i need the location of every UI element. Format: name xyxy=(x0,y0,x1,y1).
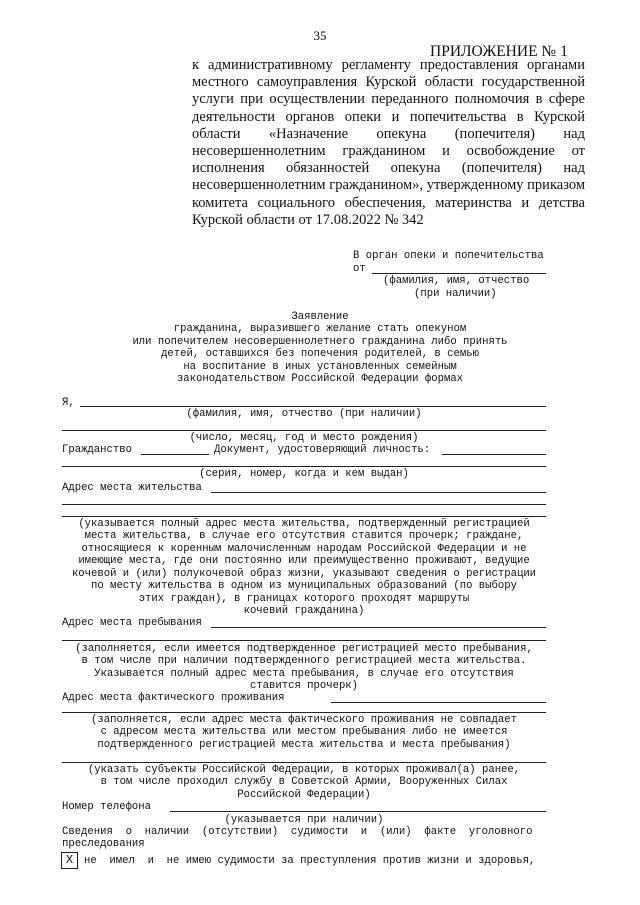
phone-field[interactable] xyxy=(170,811,546,812)
addressee-hint-1: (фамилия, имя, отчество xyxy=(383,275,530,287)
addressee-line: В орган опеки и попечительства xyxy=(353,250,544,262)
actual-field[interactable] xyxy=(331,702,546,703)
residence-hint-3: относящиеся к коренным малочисленным народам Российской Федерации и не xyxy=(81,543,527,555)
addressee-from-field[interactable] xyxy=(372,273,546,274)
i-label: Я, xyxy=(62,397,75,409)
document-label: Документ, удостоверяющий личность: xyxy=(214,444,431,456)
document-field[interactable] xyxy=(442,454,546,455)
no-conviction-text: не имел и не имею судимости за преступления против жизни и здоровья, xyxy=(84,855,536,867)
stay-hint-1: (заполняется, если имеется подтвержденное регистрацией место пребывания, xyxy=(75,643,533,655)
birth-field[interactable] xyxy=(62,430,546,431)
stay-hint-4: ставится прочерк) xyxy=(249,680,359,692)
subjects-hint-2: в том числе проходил службу в Советской Армии, Вооруженных Силах xyxy=(100,776,508,788)
residence-field-2[interactable] xyxy=(62,504,546,505)
no-conviction-checkbox[interactable]: X xyxy=(61,852,78,869)
phone-hint: (указывается при наличии) xyxy=(224,814,384,826)
residence-hint-8: кочевий гражданина) xyxy=(243,605,365,617)
fio-hint: (фамилия, имя, отчество (при наличии) xyxy=(186,408,422,420)
heading-line-4: на воспитание в иных установленных семейным xyxy=(183,361,457,373)
residence-hint-7: этих граждан), в границах которого проходят маршруты xyxy=(138,593,470,605)
citizenship-label: Гражданство xyxy=(62,444,132,456)
subjects-field[interactable] xyxy=(62,762,546,763)
actual-hint-1: (заполняется, если адрес места фактического проживания не совпадает xyxy=(91,714,517,726)
residence-hint-6: по месту жительства в одном из муниципальных образований (по выбору xyxy=(91,580,517,592)
citizenship-field[interactable] xyxy=(141,454,209,455)
actual-field-2[interactable] xyxy=(62,712,546,713)
stay-hint-3: Указывается полный адрес места пребывания, в случае его отсутствия xyxy=(94,668,514,680)
actual-hint-2: с адресом места жительства или местом пребывания либо не имеется xyxy=(100,726,508,738)
page-number: 35 xyxy=(313,28,327,43)
application-title: Заявление xyxy=(291,311,349,323)
addressee-hint-2: (при наличии) xyxy=(414,288,497,300)
stay-label: Адрес места пребывания xyxy=(62,617,202,629)
residence-hint-5: кочевой и (или) полукочевой образ жизни, указывают сведения о регистрации xyxy=(71,568,537,580)
stay-hint-2: в том числе при наличии подтвержденного регистрацией места жительства. xyxy=(81,655,527,667)
residence-hint-2: места жительства, в случае его отсутствия ставится прочерк; граждане, xyxy=(84,530,524,542)
criminal-record-line-2: преследования xyxy=(62,838,145,850)
annex-text: к административному регламенту предоставления органами местного самоуправления Курской области государственной услуги при осуществлении переданного полномочия в сфере деятельности органов опеки и попечительства в Курской области «Назначение опекуна (попечителя) над несовершеннолетним гражданином и освобождение от исполнения обязанностей опекуна (попечителя) над несовершеннолетним гражданином», утвержденному приказом комитета социального обеспечения, материнства и детства Курской области от 17.08.2022 № 342 xyxy=(192,57,585,228)
actual-label: Адрес места фактического проживания xyxy=(62,692,285,704)
heading-line-2: или попечителем несовершеннолетнего гражданина либо принять xyxy=(132,336,508,348)
residence-hint-4: имеющие места, где они постоянно или преимущественно проживают, ведущие xyxy=(78,555,530,567)
heading-line-1: гражданина, выразившего желание стать опекуном xyxy=(173,323,467,335)
birth-hint: (число, месяц, год и место рождения) xyxy=(189,432,419,444)
subjects-hint-1: (указать субъекты Российской Федерации, в которых проживал(а) ранее, xyxy=(87,764,521,776)
subjects-hint-3: Российской Федерации) xyxy=(237,789,371,801)
stay-field-2[interactable] xyxy=(62,640,546,641)
document-hint: (серия, номер, когда и кем выдан) xyxy=(199,468,409,480)
residence-field[interactable] xyxy=(211,492,546,493)
residence-label: Адрес места жительства xyxy=(62,482,202,494)
fio-field[interactable] xyxy=(80,406,546,407)
heading-line-3: детей, оставшихся без попечения родителей, в семью xyxy=(161,348,479,360)
residence-field-3[interactable] xyxy=(62,516,546,517)
heading-line-5: законодательством Российской Федерации формах xyxy=(176,373,464,385)
annex-title: ПРИЛОЖЕНИЕ № 1 xyxy=(430,43,568,60)
residence-hint-1: (указывается полный адрес места жительства, подтвержденный регистрацией xyxy=(78,518,530,530)
stay-field[interactable] xyxy=(211,627,546,628)
actual-hint-3: подтвержденного регистрацией места жительства и места пребывания) xyxy=(97,739,511,751)
phone-label: Номер телефона xyxy=(62,801,152,813)
criminal-record-line-1: Сведения о наличии (отсутствии) судимости и (или) факте уголовного xyxy=(62,826,533,838)
addressee-from-label: от xyxy=(353,263,366,275)
document-field-2[interactable] xyxy=(62,466,546,467)
